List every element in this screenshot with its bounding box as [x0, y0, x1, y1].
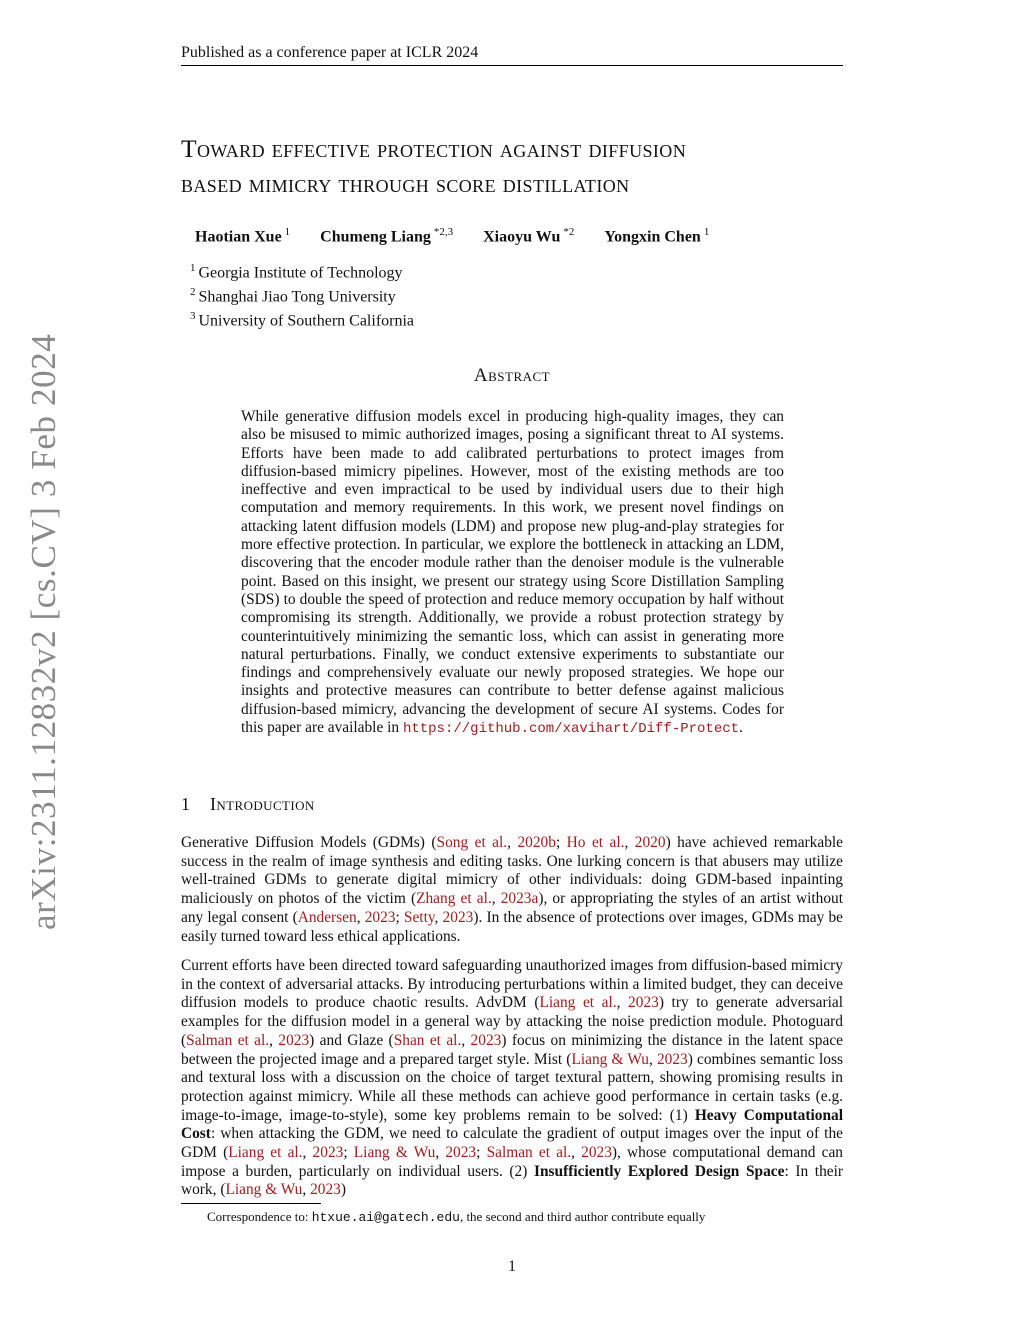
citation-link[interactable]: Shan et al.: [393, 1031, 462, 1049]
affiliation-mark: 3: [190, 309, 196, 322]
author: [195, 226, 290, 246]
paragraph-text: ,: [435, 1144, 446, 1162]
section-title: Introduction: [210, 794, 315, 814]
author-name: Xiaoyu Wu: [483, 228, 561, 246]
abstract-end: .: [739, 719, 743, 737]
citation-link[interactable]: Liang et al.: [228, 1144, 303, 1162]
paragraph-text: ,: [491, 890, 501, 908]
paragraph-text: ) focus on minimizing the distance in the latent space between the projected image and a prepared target style. Mist (: [181, 1031, 843, 1068]
paragraph-text: ;: [395, 908, 404, 926]
paragraph-text: ,: [356, 908, 365, 926]
paragraph-text: ) combines semantic loss and textural loss with a discussion on the choice of target textural pattern, showing promising results in protection against mimicry. While all these methods can achieve good performance in certain tasks (e.g. image-to-image, image-to-style), some key problems remain to be solved: (1): [181, 1050, 843, 1124]
paragraph-text: ,: [434, 908, 443, 926]
author-affil-mark: 1: [284, 226, 291, 238]
abstract-body: [241, 408, 784, 738]
citation-link[interactable]: 2023: [310, 1181, 341, 1199]
author-name: Haotian Xue: [195, 228, 282, 246]
paragraph-text: ,: [302, 1181, 311, 1199]
abstract-heading: Abstract: [473, 365, 551, 386]
citation-link[interactable]: Liang & Wu: [353, 1144, 436, 1162]
paragraph-text: ;: [343, 1144, 354, 1162]
paragraph-text: (: [388, 1031, 394, 1049]
citation-link[interactable]: 2023a: [500, 890, 539, 908]
paragraph-text: ,: [461, 1031, 471, 1049]
abstract-text: While generative diffusion models excel in producing high-quality images, they can also be misused to mimic authorized images, posing a significant threat to AI systems. Efforts have been made to add calibrated perturbations to protect images from diffusion-based mimicry pipelines. However, most of the existing methods are too ineffective and even impractical to be used by individual users due to their high computation and memory requirements. In this work, we present novel findings on attacking latent diffusion models (LDM) and propose new plug-and-play strategies for more effective protection. In particular, we explore the bottleneck in attacking an LDM, discovering that the encoder module rather than the denoiser module is the vulnerable point. Based on this insight, we present our strategy using Score Distillation Sampling (SDS) to double the speed of protection and reduce memory occupation by half without compromising its strength. Additionally, we provide a robust protection strategy by counterintuitively minimizing the semantic loss, which can assist in generating more natural perturbations. Finally, we conduct extensive experiments to substantiate our findings and comprehensively evaluate our newly proposed strategies. We hope our insights and protective measures can contribute to better defense against malicious diffusion-based mimicry, advancing the development of secure AI systems. Codes for this paper are available in: [241, 408, 784, 737]
citation-link[interactable]: Song et al.: [436, 834, 508, 851]
citation-link[interactable]: 2020b: [517, 834, 556, 851]
running-header: Published as a conference paper at ICLR 2024: [181, 44, 479, 61]
paragraph-text: ) have achieved remarkable success in the realm of image synthesis and editing tasks. One lurking concern is that abusers may utilize well-trained GDMs to generate digital mimicry of other individuals: doing GDM-based inpainting maliciously on photos of the victim: [181, 834, 844, 908]
emphasis-term: Heavy Computational Cost: [181, 1106, 844, 1143]
section-heading-introduction: [181, 794, 315, 815]
paragraph-text: ), whose computational demand can impose a burden, particularly on individual users. (2): [181, 1144, 844, 1180]
paragraph-text: (: [410, 890, 417, 908]
author-affil-mark: *2: [563, 226, 575, 238]
citation-link[interactable]: 2020: [634, 834, 666, 851]
affiliation-name: University of Southern California: [198, 311, 415, 329]
paragraph-text: Current efforts have been directed toward safeguarding unauthorized images from diffusion-based mimicry in the context of adversarial attacks. By introducing perturbations within a limited budget, they can deceive diffusion models to produce chaotic results. AdvDM: [181, 957, 843, 1012]
title-line-2: based mimicry through score distillation: [181, 169, 630, 198]
citation-link[interactable]: Salman et al.: [486, 1144, 572, 1162]
author-name: Chumeng Liang: [320, 228, 431, 246]
author: [604, 226, 709, 246]
author-name: Yongxin Chen: [604, 228, 701, 246]
citation-link[interactable]: 2023: [364, 908, 396, 926]
affiliation-mark: 2: [190, 285, 196, 298]
citation-link[interactable]: Salman et al.: [186, 1031, 270, 1049]
affiliation-name: Shanghai Jiao Tong University: [198, 288, 396, 306]
paragraph-text: ): [340, 1181, 346, 1199]
paragraph-text: ;: [476, 1144, 487, 1162]
author: [320, 226, 453, 246]
citation-link[interactable]: 2023: [656, 1050, 688, 1068]
affiliation-name: Georgia Institute of Technology: [198, 264, 403, 282]
affiliation: [190, 307, 414, 331]
header-rule: [181, 65, 843, 66]
paragraph-text: ,: [302, 1144, 313, 1162]
citation-link[interactable]: 2023: [312, 1144, 344, 1162]
footnote-text: , the second and third author contribute equally: [459, 1209, 706, 1224]
paragraph-text: : when attacking the GDM, we need to calculate the gradient of output images over the input of the GDM: [181, 1125, 843, 1162]
citation-link[interactable]: Andersen: [297, 908, 357, 926]
section-number: 1: [181, 794, 190, 814]
author-list: [195, 226, 735, 246]
code-repository-link[interactable]: https://github.com/xavihart/Diff-Protect: [402, 721, 740, 738]
page-number: 1: [508, 1258, 516, 1275]
citation-link[interactable]: 2023: [445, 1144, 477, 1162]
intro-paragraph-2: [181, 957, 843, 1200]
footnote-rule: [181, 1203, 321, 1204]
citation-link[interactable]: Ho et al.: [566, 834, 625, 851]
citation-link[interactable]: 2023: [470, 1031, 502, 1049]
paragraph-text: (: [220, 1181, 226, 1199]
paragraph-text: (: [223, 1144, 229, 1162]
paragraph-text: ), or appropriating the styles of an artist without any legal consent (: [181, 890, 843, 926]
paragraph-text: ,: [571, 1144, 582, 1162]
citation-link[interactable]: Setty: [403, 908, 435, 926]
paragraph-text: ) and Glaze: [309, 1031, 389, 1049]
paragraph-text: (: [534, 994, 540, 1012]
paragraph-text: ,: [624, 834, 635, 851]
paragraph-text: ;: [555, 834, 567, 851]
paragraph-text: ,: [616, 994, 629, 1012]
footnote: [207, 1209, 705, 1225]
citation-link[interactable]: Liang & Wu: [225, 1181, 303, 1199]
citation-link[interactable]: 2023: [581, 1144, 612, 1162]
paper-title: [181, 131, 861, 201]
intro-paragraph-1: [181, 834, 843, 946]
citation-link[interactable]: 2023: [278, 1031, 310, 1049]
paragraph-text: (: [431, 834, 437, 851]
title-line-1: [181, 134, 686, 163]
paragraph-text: ). In the absence of protections over images, GDMs may be easily turned toward less ethical applications.: [181, 908, 843, 945]
arxiv-stamp: arXiv:2311.12832v2 [cs.CV] 3 Feb 2024: [24, 333, 63, 930]
affiliation: [190, 283, 414, 307]
paragraph-text: ) try to generate adversarial examples for the diffusion model in a general way by attacking the noise prediction module. Photoguard (: [181, 994, 843, 1049]
paragraph-text: Generative Diffusion Models (GDMs): [181, 834, 432, 851]
affiliation-list: [190, 259, 414, 330]
footnote-prefix: Correspondence to:: [207, 1209, 312, 1224]
affiliation-mark: 1: [190, 262, 196, 274]
paragraph-text: ,: [507, 834, 518, 851]
emphasis-term: Insufficiently Explored Design Space: [534, 1162, 785, 1180]
paragraph-text: ,: [648, 1050, 657, 1068]
paragraph-text: : In their work,: [181, 1162, 844, 1199]
citation-link[interactable]: Zhang et al.: [416, 890, 492, 908]
citation-link[interactable]: Liang & Wu: [571, 1050, 649, 1068]
title-line-1-rest: oward effective protection against diffusion: [196, 134, 687, 163]
correspondence-email[interactable]: htxue.ai@gatech.edu: [311, 1210, 460, 1225]
author-affil-mark: 1: [703, 226, 710, 238]
paragraph-text: ,: [269, 1031, 279, 1049]
citation-link[interactable]: 2023: [628, 994, 659, 1012]
citation-link[interactable]: 2023: [442, 908, 474, 926]
author: [483, 226, 574, 246]
title-initial: T: [181, 134, 197, 163]
author-affil-mark: *2,3: [433, 226, 454, 238]
affiliation: [190, 259, 414, 283]
citation-link[interactable]: Liang et al.: [539, 994, 617, 1012]
